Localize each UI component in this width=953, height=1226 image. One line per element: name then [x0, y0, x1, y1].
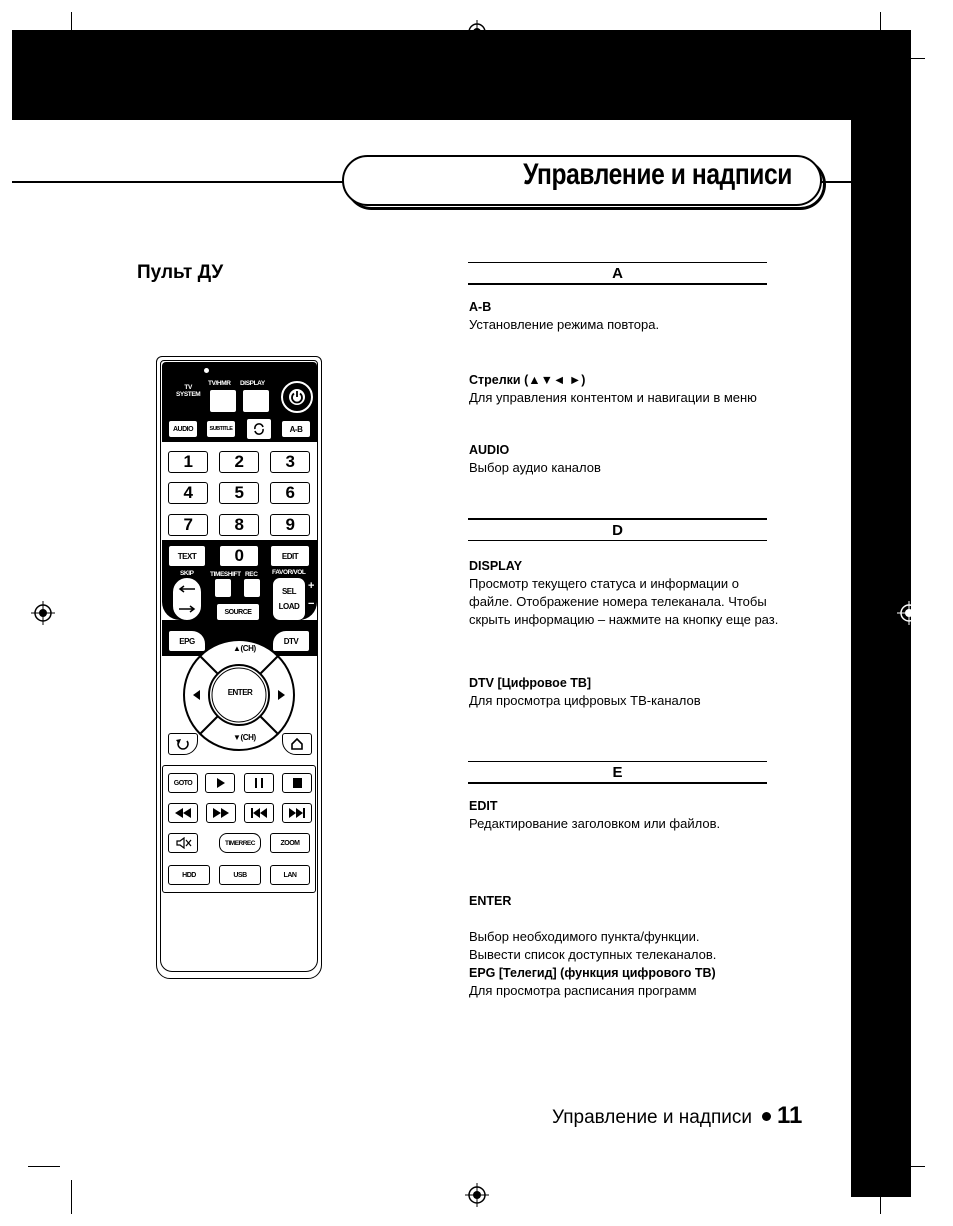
entry-ab [469, 298, 799, 334]
enter-button[interactable]: ENTER [227, 687, 253, 697]
digit-8-button[interactable]: 8 [219, 514, 259, 536]
source-button[interactable]: SOURCE [216, 603, 260, 621]
favor-vol-label: FAVOR/VOL [272, 569, 306, 576]
entry-text: Установление режима повтора. [469, 317, 660, 332]
entry-dtv [469, 674, 799, 710]
rec-label: REC [245, 571, 258, 578]
skip-button[interactable] [172, 577, 202, 621]
digit-4-button[interactable]: 4 [168, 482, 208, 504]
section-letter: E [612, 764, 623, 781]
previous-button[interactable] [244, 803, 274, 823]
entry-text: Просмотр текущего статуса и информации о файле. Отображение номера телеканала. Чтобы скрыть информацию – нажмите на кнопку еще раз. [469, 576, 779, 627]
entry-title: AUDIO [469, 443, 510, 457]
timeshift-label: TIMESHIFT [210, 571, 241, 578]
section-e-bar [468, 761, 767, 784]
lan-button[interactable]: LAN [270, 865, 310, 885]
play-icon [211, 777, 229, 789]
digit-5-button[interactable]: 5 [219, 482, 259, 504]
digit-2-button[interactable]: 2 [219, 451, 259, 473]
fast-forward-button[interactable] [206, 803, 236, 823]
hdd-button[interactable]: HDD [168, 865, 210, 885]
entry-epg [469, 964, 799, 1000]
registration-mark-icon [897, 601, 921, 625]
entry-title: ENTER [469, 894, 512, 908]
entry-title: A-B [469, 300, 492, 314]
digit-3-button[interactable]: 3 [270, 451, 310, 473]
goto-button[interactable]: GOTO [168, 773, 198, 793]
led-indicator [204, 368, 209, 373]
registration-mark-icon [31, 601, 55, 625]
digit-7-button[interactable]: 7 [168, 514, 208, 536]
crop-mark [28, 1166, 60, 1167]
power-icon [287, 387, 307, 407]
crop-mark [880, 12, 881, 46]
sel-label: SEL [281, 587, 297, 596]
entry-edit [469, 797, 799, 833]
entry-title: DISPLAY [469, 559, 523, 573]
next-button[interactable] [282, 803, 312, 823]
section-letter: A [612, 265, 623, 282]
display-button[interactable] [242, 389, 270, 413]
sel-load-button[interactable] [272, 577, 306, 621]
entry-title: Стрелки (▲▼◄ ►) [469, 373, 586, 387]
stop-icon [288, 777, 306, 789]
ch-up-label: ▲(CH) [233, 644, 256, 653]
timerrec-button[interactable]: TIMERREC [219, 833, 261, 853]
vol-plus-label: + [308, 580, 315, 592]
entry-text: Для просмотра цифровых ТВ-каналов [469, 693, 701, 708]
entry-display [469, 557, 779, 629]
zoom-button[interactable]: ZOOM [270, 833, 310, 853]
mute-icon [174, 837, 192, 849]
entry-audio [469, 441, 799, 477]
home-icon [290, 738, 304, 750]
pause-button[interactable] [244, 773, 274, 793]
edit-button[interactable]: EDIT [270, 545, 310, 567]
digit-0-button[interactable]: 0 [219, 545, 259, 567]
crop-mark [880, 1180, 881, 1214]
footer-title: Управление и надписи [552, 1107, 752, 1128]
registration-mark-icon [465, 1183, 489, 1207]
pause-icon [250, 777, 268, 789]
page-title: Управление и надписи [523, 158, 792, 191]
epg-button[interactable]: EPG [168, 630, 206, 652]
crop-mark [71, 12, 72, 46]
crop-mark [893, 58, 925, 59]
previous-icon [250, 807, 268, 819]
ch-down-label: ▼(CH) [233, 733, 256, 742]
entry-text: Для управления контентом и навигации в меню [469, 390, 757, 405]
rec-button[interactable] [243, 578, 261, 598]
power-button[interactable] [281, 381, 313, 413]
entry-text: Редактирование заголовком или файлов. [469, 816, 721, 831]
rewind-button[interactable] [168, 803, 198, 823]
registration-mark-icon [465, 20, 489, 44]
header-rule [12, 181, 346, 183]
bullet-icon [762, 1112, 771, 1121]
display-label: DISPLAY [240, 380, 265, 387]
tvhmr-button[interactable] [209, 389, 237, 413]
subtitle-button[interactable]: SUBTITLE [206, 420, 236, 438]
section-heading: Пульт ДУ [137, 262, 224, 283]
stop-button[interactable] [282, 773, 312, 793]
fast-forward-icon [212, 807, 230, 819]
skip-arrows-icon [175, 581, 199, 617]
audio-button[interactable]: AUDIO [168, 420, 198, 438]
usb-button[interactable]: USB [219, 865, 261, 885]
vol-minus-label: − [308, 598, 315, 610]
section-d-bar [468, 518, 767, 541]
back-icon [175, 737, 191, 751]
home-button[interactable] [282, 733, 312, 755]
entry-text: Выбор аудио каналов [469, 460, 601, 475]
crop-mark [28, 58, 60, 59]
tvhmr-label: TV/HMR [208, 380, 231, 387]
entry-title: EDIT [469, 799, 498, 813]
next-icon [288, 807, 306, 819]
entry-arrows [469, 371, 799, 407]
section-letter: D [612, 522, 623, 539]
header-band [12, 30, 911, 120]
page-footer [552, 1102, 802, 1130]
page-number: 11 [776, 1102, 803, 1129]
tv-system-label: TV SYSTEM [176, 384, 201, 398]
crop-mark [71, 1180, 72, 1214]
crop-mark [893, 1166, 925, 1167]
entry-title: EPG [Телегид] (функция цифрового ТВ) [469, 966, 716, 980]
entry-title: DTV [Цифровое ТВ] [469, 676, 592, 690]
timeshift-button[interactable] [214, 578, 232, 598]
play-button[interactable] [205, 773, 235, 793]
mute-button[interactable] [168, 833, 198, 853]
text-button[interactable]: TEXT [168, 545, 206, 567]
rewind-icon [174, 807, 192, 819]
ab-button[interactable]: A-B [281, 420, 311, 438]
digit-9-button[interactable]: 9 [270, 514, 310, 536]
digit-1-button[interactable]: 1 [168, 451, 208, 473]
dtv-button[interactable]: DTV [272, 630, 310, 652]
page-panel [12, 120, 851, 1220]
skip-label: SKIP [180, 570, 194, 577]
section-a-bar [468, 262, 767, 285]
repeat-button[interactable] [246, 418, 272, 440]
repeat-icon [252, 422, 266, 436]
entry-text: Для просмотра расписания программ [469, 983, 697, 998]
entry-text: Выбор необходимого пункта/функции. Вывести список доступных телеканалов. [469, 929, 717, 962]
load-label: LOAD [278, 602, 300, 611]
digit-6-button[interactable]: 6 [270, 482, 310, 504]
